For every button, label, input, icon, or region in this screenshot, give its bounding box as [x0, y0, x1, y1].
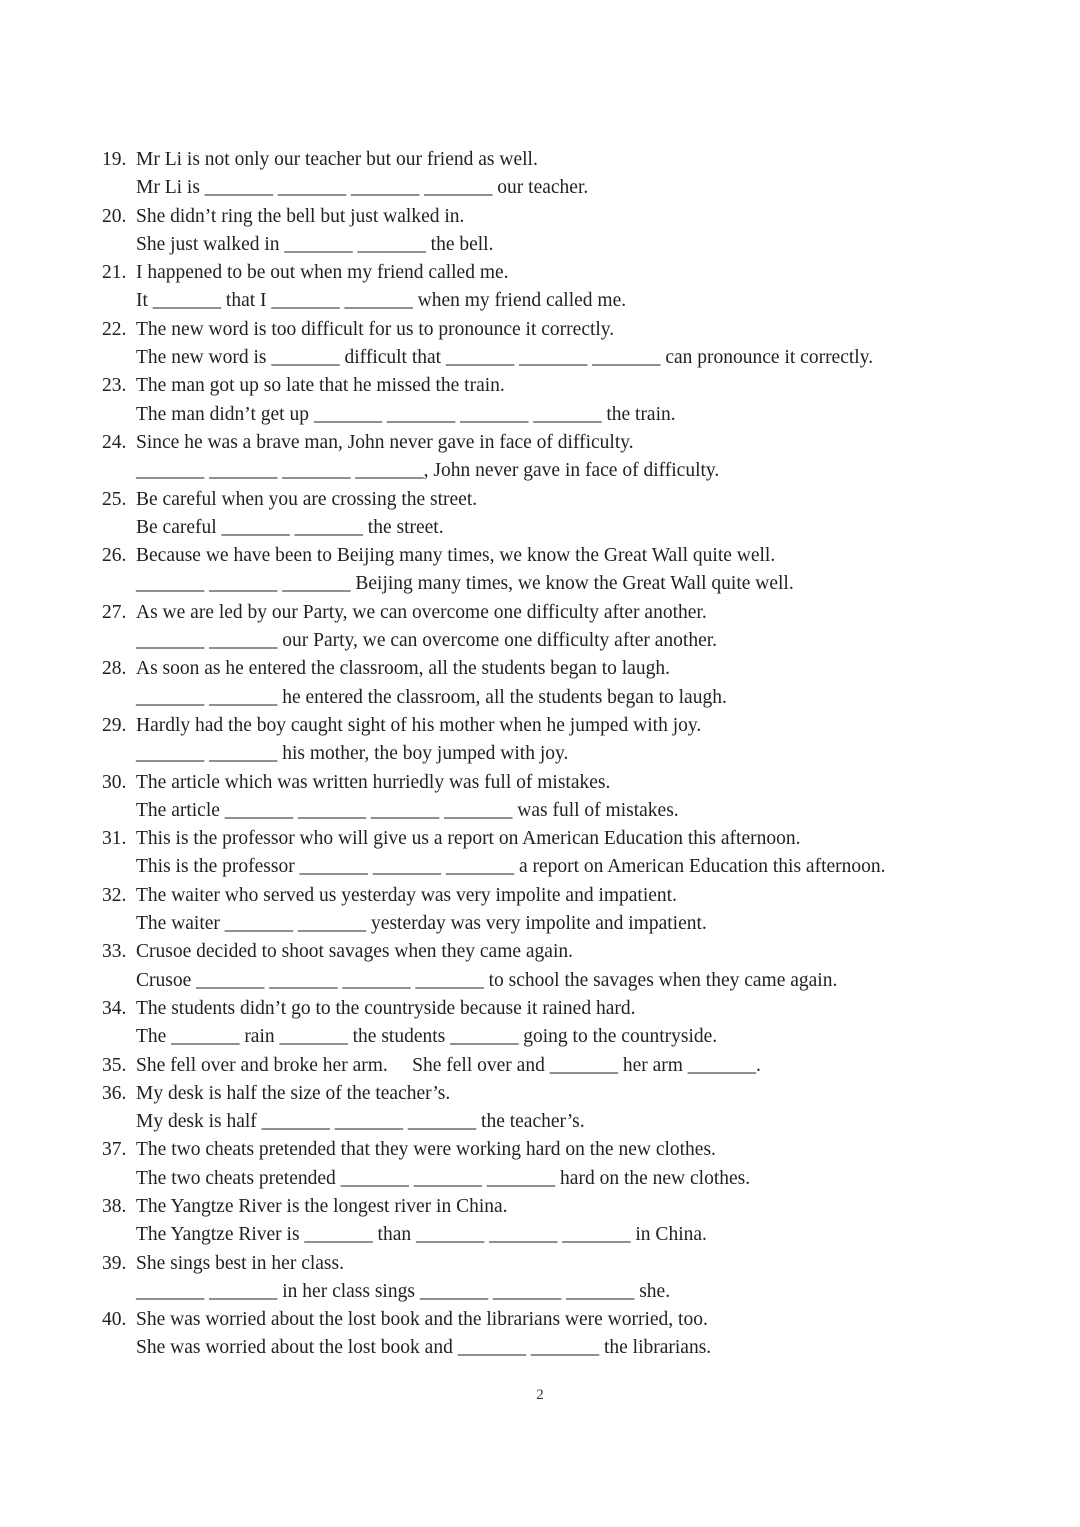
question-number: 26. [102, 545, 127, 567]
question-rewrite [0, 287, 1080, 315]
question-number: 34. [102, 997, 127, 1019]
question-number: 22. [102, 318, 127, 340]
question-original [0, 1193, 1080, 1221]
original-sentence: The article which was written hurriedly was full of mistakes. [136, 771, 611, 793]
rewrite-sentence [136, 967, 837, 995]
question-rewrite [0, 1334, 1080, 1362]
question-original [0, 995, 1080, 1023]
original-sentence: Since he was a brave man, John never gave in face of difficulty. [136, 431, 634, 453]
question-number: 30. [102, 771, 127, 793]
rewrite-text: , John never gave in face of difficulty. [423, 460, 720, 482]
rewrite-text: The waiter [136, 913, 225, 935]
worksheet [0, 146, 1080, 1363]
question-original [0, 542, 1080, 570]
rewrite-sentence [136, 1165, 750, 1193]
rewrite-text: hard on the new clothes. [555, 1167, 751, 1189]
answer-blanks[interactable]: _______ _______ [457, 1337, 600, 1359]
rewrite-text: The Yangtze River is _______ than [136, 1224, 417, 1246]
original-sentence: As we are led by our Party, we can overcome one difficulty after another. [136, 601, 707, 623]
rewrite-text: our teacher. [492, 177, 589, 199]
answer-blanks[interactable]: _______ _______ _______ [261, 1111, 477, 1133]
answer-blanks[interactable]: _______ _______ _______ _______ [196, 969, 484, 991]
original-sentence: Mr Li is not only our teacher but our friend as well. [136, 149, 538, 170]
question-original [0, 316, 1080, 344]
question-rewrite [0, 910, 1080, 938]
original-sentence: I happened to be out when my friend called me. [136, 262, 509, 284]
question-number: 28. [102, 658, 127, 680]
original-sentence: My desk is half the size of the teacher’s. [136, 1082, 451, 1104]
question-number: 40. [102, 1309, 127, 1331]
original-sentence: The man got up so late that he missed the train. [136, 375, 505, 397]
rewrite-sentence [136, 344, 873, 372]
original-sentence: She was worried about the lost book and the librarians were worried, too. [136, 1309, 708, 1331]
question-original [0, 429, 1080, 457]
answer-blanks[interactable]: _______ _______ [221, 516, 363, 538]
question-number: 31. [102, 828, 127, 850]
question-number: 32. [102, 884, 127, 906]
question-number: 27. [102, 601, 127, 623]
question-rewrite [0, 967, 1080, 995]
question-rewrite [0, 740, 1080, 768]
rewrite-text: he entered the classroom, all the students began to laugh. [277, 686, 727, 708]
answer-blanks[interactable]: _______ _______ [136, 743, 278, 765]
question-rewrite [0, 344, 1080, 372]
rewrite-sentence [136, 684, 727, 712]
rewrite-text: can pronounce it correctly. [660, 347, 874, 369]
rewrite-sentence [136, 1108, 585, 1136]
question-number: 35. [102, 1054, 127, 1076]
rewrite-text: the bell. [425, 233, 494, 255]
question-rewrite [0, 1278, 1080, 1306]
answer-blanks[interactable]: going to the countryside. [518, 1026, 718, 1048]
question-rewrite [0, 1108, 1080, 1136]
question-original [0, 146, 1080, 174]
rewrite-text: the train. [601, 403, 676, 425]
question-rewrite [0, 853, 1080, 881]
answer-blanks[interactable]: _______ _______ _______ _______ [313, 403, 602, 425]
rewrite-sentence [136, 1278, 670, 1306]
original-sentence: She sings best in her class. [136, 1252, 344, 1274]
rewrite-text: Beijing many times, we know the Great Wall quite well. [350, 573, 794, 595]
answer-blanks[interactable]: _______ _______ [284, 233, 426, 255]
rewrite-text: My desk is half [136, 1111, 262, 1133]
original-sentence: The Yangtze River is the longest river in China. [136, 1195, 508, 1217]
question-original [0, 712, 1080, 740]
rewrite-text: _______ _______ in her class sings [136, 1280, 420, 1302]
question-number: 20. [102, 205, 127, 227]
question-rewrite [0, 174, 1080, 202]
question-rewrite [0, 231, 1080, 259]
question-number: 19. [102, 149, 127, 170]
question-original [0, 1080, 1080, 1108]
rewrite-text: she. [634, 1280, 671, 1302]
rewrite-text: The new word is _______ difficult that [136, 347, 446, 369]
rewrite-sentence [136, 457, 719, 485]
answer-blanks[interactable]: when my friend called me. [412, 290, 627, 312]
rewrite-text: was full of mistakes. [512, 799, 679, 821]
question-original [0, 599, 1080, 627]
question-number: 23. [102, 375, 127, 397]
question-rewrite [0, 627, 1080, 655]
answer-blanks[interactable]: _______ _______ _______ [340, 1167, 556, 1189]
original-sentence: Because we have been to Beijing many times, we know the Great Wall quite well. [136, 545, 776, 567]
rewrite-text: a report on American Education this afternoon. [514, 856, 886, 878]
rewrite-sentence [136, 1023, 717, 1051]
original-sentence: The two cheats pretended that they were working hard on the new clothes. [136, 1139, 716, 1161]
rewrite-sentence [136, 853, 886, 881]
answer-blanks[interactable]: _______ _______ _______ _______ [136, 460, 424, 482]
rewrite-text: to school the savages when they came again. [483, 969, 838, 991]
rewrite-sentence [136, 1334, 711, 1362]
question-original [0, 1052, 1080, 1080]
rewrite-sentence [136, 514, 444, 542]
question-original [0, 1136, 1080, 1164]
question-number: 29. [102, 714, 127, 736]
rewrite-text: the teacher’s. [476, 1111, 585, 1133]
question-original [0, 486, 1080, 514]
answer-blanks[interactable]: _______ _______ _______ [445, 347, 661, 369]
original-sentence: Crusoe decided to shoot savages when they came again. [136, 941, 573, 963]
question-number: 38. [102, 1195, 127, 1217]
question-number: 33. [102, 941, 127, 963]
question-original [0, 938, 1080, 966]
original-sentence: The new word is too difficult for us to pronounce it correctly. [136, 318, 615, 340]
original-sentence: Be careful when you are crossing the street. [136, 488, 478, 510]
question-rewrite [0, 401, 1080, 429]
rewrite-text: Crusoe [136, 969, 197, 991]
original-sentence: She didn’t ring the bell but just walked in. [136, 205, 465, 227]
rewrite-sentence [136, 740, 568, 768]
question-number: 36. [102, 1082, 127, 1104]
question-rewrite [0, 514, 1080, 542]
original-sentence: This is the professor who will give us a report on American Education this afternoon. [136, 828, 801, 850]
question-number: 37. [102, 1139, 127, 1161]
answer-blanks[interactable]: _______ _______ [224, 913, 367, 935]
answer-blanks[interactable]: _______ _______ [136, 630, 278, 652]
answer-blanks[interactable]: _______ _______ _______ _______ [224, 799, 513, 821]
question-rewrite [0, 1023, 1080, 1051]
answer-blanks[interactable]: _______ _______ _______ _______ [204, 177, 493, 199]
rewrite-text: yesterday was very impolite and impatient. [366, 913, 707, 935]
page-number: 2 [536, 1387, 544, 1403]
question-rewrite [0, 1165, 1080, 1193]
question-original [0, 825, 1080, 853]
rewrite-text: the street. [362, 516, 444, 538]
original-sentence: Hardly had the boy caught sight of his mother when he jumped with joy. [136, 714, 702, 736]
rewrite-text: The _______ rain _______ the students _______ [136, 1026, 519, 1048]
rewrite-sentence [136, 627, 717, 655]
question-number: 24. [102, 431, 127, 453]
question-original [0, 203, 1080, 231]
rewrite-sentence [136, 287, 626, 315]
question-original [0, 259, 1080, 287]
rewrite-sentence [136, 797, 679, 825]
question-original [0, 882, 1080, 910]
rewrite-sentence [136, 174, 588, 202]
rewrite-sentence [136, 1221, 707, 1249]
rewrite-text: The man didn’t get up [136, 403, 314, 425]
rewrite-sentence [136, 401, 676, 429]
rewrite-text: She just walked in [136, 233, 285, 255]
rewrite-text: This is the professor [136, 856, 300, 878]
question-original [0, 655, 1080, 683]
rewrite-text: Mr Li is [136, 177, 205, 199]
question-rewrite [0, 457, 1080, 485]
rewrite-text: our Party, we can overcome one difficulty after another. [277, 630, 718, 652]
rewrite-sentence [136, 910, 707, 938]
rewrite-text: in China. [630, 1224, 707, 1246]
question-rewrite [0, 1221, 1080, 1249]
question-rewrite [0, 797, 1080, 825]
answer-blanks[interactable]: _______ _______ _______ [416, 1224, 631, 1246]
rewrite-text: She was worried about the lost book and [136, 1337, 458, 1359]
original-sentence: The students didn’t go to the countryside because it rained hard. [136, 997, 636, 1019]
original-sentence: The waiter who served us yesterday was very impolite and impatient. [136, 884, 677, 906]
original-sentence: She fell over and broke her arm. She fell over and _______ her arm _______. [136, 1054, 761, 1076]
answer-blanks[interactable]: _______ _______ _______ [419, 1280, 635, 1302]
question-number: 39. [102, 1252, 127, 1274]
rewrite-sentence [136, 231, 493, 259]
question-rewrite [0, 684, 1080, 712]
question-number: 25. [102, 488, 127, 510]
rewrite-sentence [136, 570, 794, 598]
rewrite-text: Be careful [136, 516, 222, 538]
question-number: 21. [102, 262, 127, 284]
answer-blanks[interactable]: _______ _______ [136, 686, 278, 708]
rewrite-text: his mother, the boy jumped with joy. [277, 743, 569, 765]
rewrite-text: the librarians. [599, 1337, 712, 1359]
answer-blanks[interactable]: _______ _______ _______ [136, 573, 351, 595]
question-original [0, 1250, 1080, 1278]
rewrite-text: The article [136, 799, 225, 821]
question-original [0, 372, 1080, 400]
question-original [0, 769, 1080, 797]
question-rewrite [0, 570, 1080, 598]
rewrite-text: It _______ that I _______ _______ [136, 290, 413, 312]
question-original [0, 1306, 1080, 1334]
answer-blanks[interactable]: _______ _______ _______ [299, 856, 515, 878]
rewrite-text: The two cheats pretended [136, 1167, 341, 1189]
original-sentence: As soon as he entered the classroom, all the students began to laugh. [136, 658, 670, 680]
